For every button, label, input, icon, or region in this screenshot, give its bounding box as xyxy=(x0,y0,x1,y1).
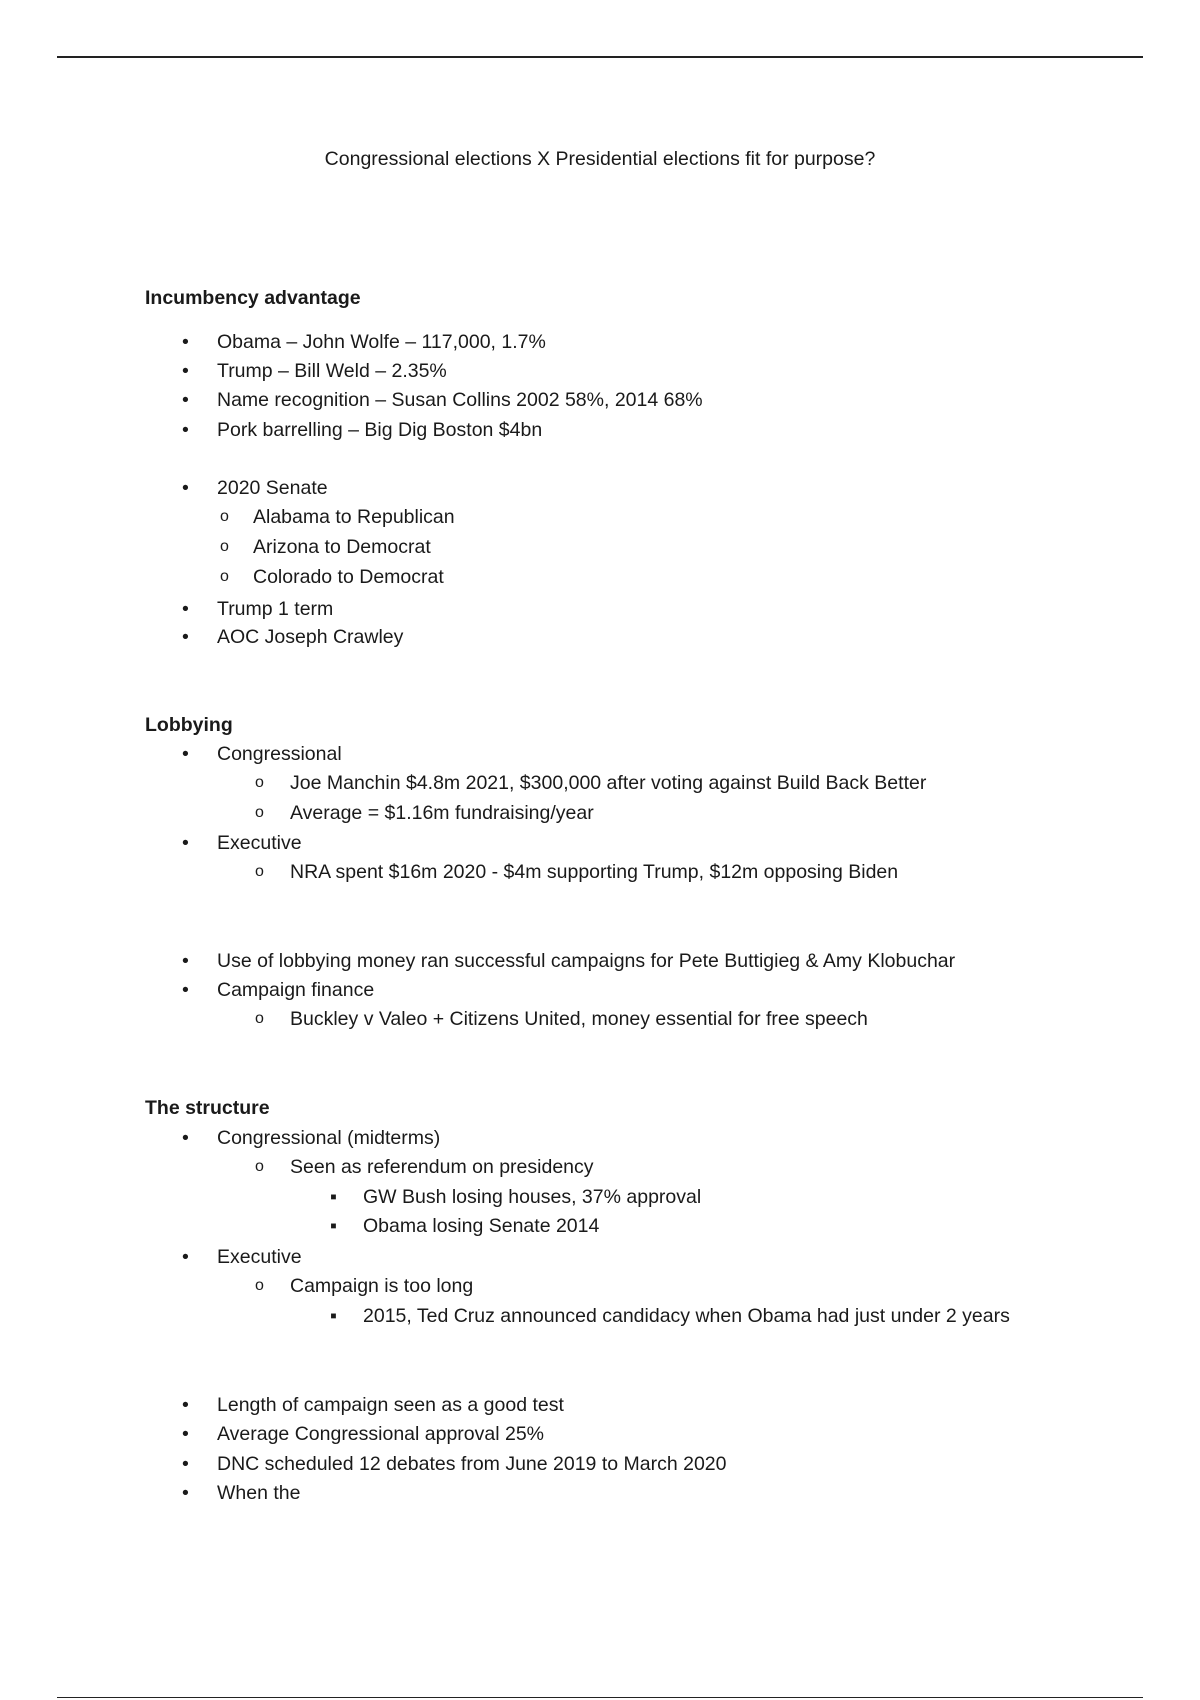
circle-bullet-icon xyxy=(255,1274,264,1298)
bullet-icon xyxy=(182,388,189,412)
header-rule xyxy=(57,56,1143,58)
bullet-icon xyxy=(182,978,189,1002)
bullet-icon xyxy=(182,418,189,442)
square-bullet-icon xyxy=(330,1214,337,1238)
bullet-icon xyxy=(182,831,189,855)
circle-bullet-icon xyxy=(255,771,264,795)
list-item: Obama – John Wolfe – 117,000, 1.7% xyxy=(217,331,546,353)
bullet-icon xyxy=(182,625,189,649)
list-item: Campaign finance xyxy=(217,979,375,1001)
list-item: Trump 1 term xyxy=(217,598,334,620)
list-item: 2015, Ted Cruz announced candidacy when Obama had just under 2 years xyxy=(363,1305,1010,1327)
bullet-icon xyxy=(182,1422,189,1446)
list-item: Executive xyxy=(217,1246,302,1268)
list-item: Seen as referendum on presidency xyxy=(290,1156,594,1178)
list-item: Pork barrelling – Big Dig Boston $4bn xyxy=(217,419,543,441)
bullet-icon xyxy=(182,742,189,766)
bullet-icon xyxy=(182,476,189,500)
bullet-icon xyxy=(182,1126,189,1150)
bullet-icon xyxy=(182,330,189,354)
list-item: Average Congressional approval 25% xyxy=(217,1423,545,1445)
bullet-icon xyxy=(182,1452,189,1476)
square-bullet-icon xyxy=(330,1304,337,1328)
list-item: Use of lobbying money ran successful campaigns for Pete Buttigieg & Amy Klobuchar xyxy=(217,950,956,972)
circle-bullet-icon xyxy=(255,1155,264,1179)
bullet-icon xyxy=(182,1393,189,1417)
section-heading-lobbying: Lobbying xyxy=(145,714,233,736)
circle-bullet-icon xyxy=(220,505,229,529)
list-item: Trump – Bill Weld – 2.35% xyxy=(217,360,447,382)
circle-bullet-icon xyxy=(255,860,264,884)
bullet-icon xyxy=(182,359,189,383)
bullet-icon xyxy=(182,949,189,973)
list-item: Length of campaign seen as a good test xyxy=(217,1394,564,1416)
list-item: Name recognition – Susan Collins 2002 58%, 2014 68% xyxy=(217,389,703,411)
list-item: Campaign is too long xyxy=(290,1275,474,1297)
list-item: GW Bush losing houses, 37% approval xyxy=(363,1186,702,1208)
list-item: DNC scheduled 12 debates from June 2019 to March 2020 xyxy=(217,1453,727,1475)
list-item: Arizona to Democrat xyxy=(253,536,431,558)
list-item: Average = $1.16m fundraising/year xyxy=(290,802,594,824)
list-item: Executive xyxy=(217,832,302,854)
list-item: When the xyxy=(217,1482,301,1504)
list-item: Obama losing Senate 2014 xyxy=(363,1215,600,1237)
section-heading-structure: The structure xyxy=(145,1097,270,1119)
bullet-icon xyxy=(182,1245,189,1269)
list-item: Joe Manchin $4.8m 2021, $300,000 after voting against Build Back Better xyxy=(290,772,927,794)
list-item: Congressional (midterms) xyxy=(217,1127,441,1149)
list-item: Congressional xyxy=(217,743,342,765)
circle-bullet-icon xyxy=(220,535,229,559)
list-item: NRA spent $16m 2020 - $4m supporting Trump, $12m opposing Biden xyxy=(290,861,899,883)
bullet-icon xyxy=(182,597,189,621)
circle-bullet-icon xyxy=(255,1007,264,1031)
document-title: Congressional elections X Presidential elections fit for purpose? xyxy=(324,148,876,170)
list-item: Alabama to Republican xyxy=(253,506,455,528)
list-item: Colorado to Democrat xyxy=(253,566,444,588)
bullet-icon xyxy=(182,1481,189,1505)
circle-bullet-icon xyxy=(220,565,229,589)
list-item: AOC Joseph Crawley xyxy=(217,626,404,648)
list-item: Buckley v Valeo + Citizens United, money essential for free speech xyxy=(290,1008,868,1030)
square-bullet-icon xyxy=(330,1185,337,1209)
footer-rule xyxy=(57,1697,1143,1698)
list-item: 2020 Senate xyxy=(217,477,328,499)
circle-bullet-icon xyxy=(255,801,264,825)
section-heading-incumbency: Incumbency advantage xyxy=(145,287,361,309)
